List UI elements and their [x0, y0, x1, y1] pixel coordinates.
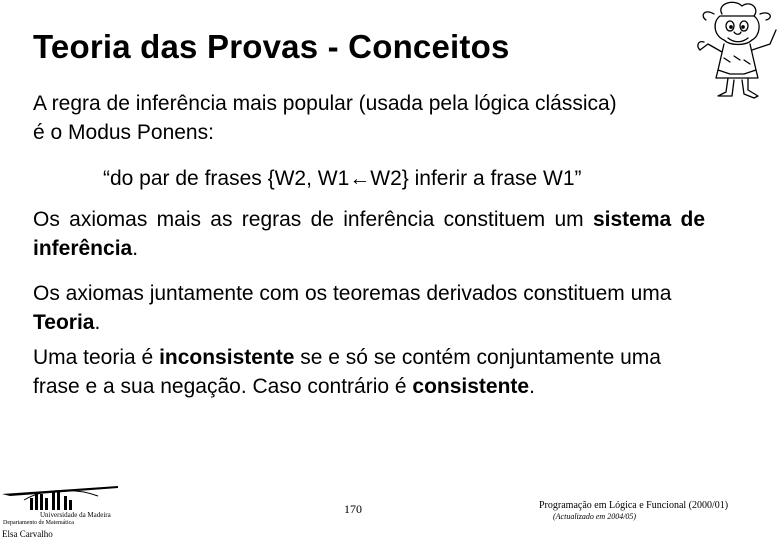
quote-text: W2} inferir a frase W1”: [370, 167, 582, 190]
paragraph-text: .: [132, 237, 139, 260]
university-name: Universidade da Madeira: [40, 511, 111, 519]
paragraph-text: .: [94, 311, 101, 334]
paragraph-line: A regra de inferência mais popular (usada pela lógica clássica): [33, 92, 617, 115]
modus-ponens-paragraph: [33, 89, 705, 147]
quote-text: “do par de frases {W2, W1: [103, 167, 350, 190]
paragraph-line: é o Modus Ponens:: [33, 121, 214, 144]
slide-title: Teoria das Provas - Conceitos: [33, 28, 510, 65]
modus-ponens-quote: [103, 164, 703, 193]
arrow-symbol: ←: [349, 167, 371, 190]
paragraph-text: .: [529, 375, 535, 398]
paragraph-text: Os axiomas mais as regras de inferência constituem um: [33, 208, 593, 231]
author-name: Elsa Carvalho: [2, 529, 53, 539]
theory-paragraph: [33, 279, 705, 337]
page-number: 170: [344, 502, 362, 516]
bold-term: inconsistente: [159, 346, 295, 369]
consistency-paragraph: [33, 343, 705, 401]
course-name: Programação em Lógica e Funcional (2000/01): [539, 500, 729, 511]
bold-term: Teoria: [33, 311, 95, 334]
bold-term: consistente: [412, 375, 530, 398]
paragraph-text: Os axiomas juntamente com os teoremas derivados constituem uma: [33, 282, 672, 305]
inference-system-paragraph: [33, 205, 705, 263]
paragraph-text: se e só se contém conjuntamente uma frase e a sua negação. Caso contrário é: [33, 346, 661, 398]
bold-term: sistema de inferência: [33, 208, 705, 260]
update-note: (Actualizado em 2004/05): [553, 512, 637, 521]
caveman-cartoon-icon: [694, 0, 780, 106]
department-name: Departamento de Matemática: [3, 520, 74, 526]
paragraph-text: Uma teoria é: [33, 346, 160, 369]
